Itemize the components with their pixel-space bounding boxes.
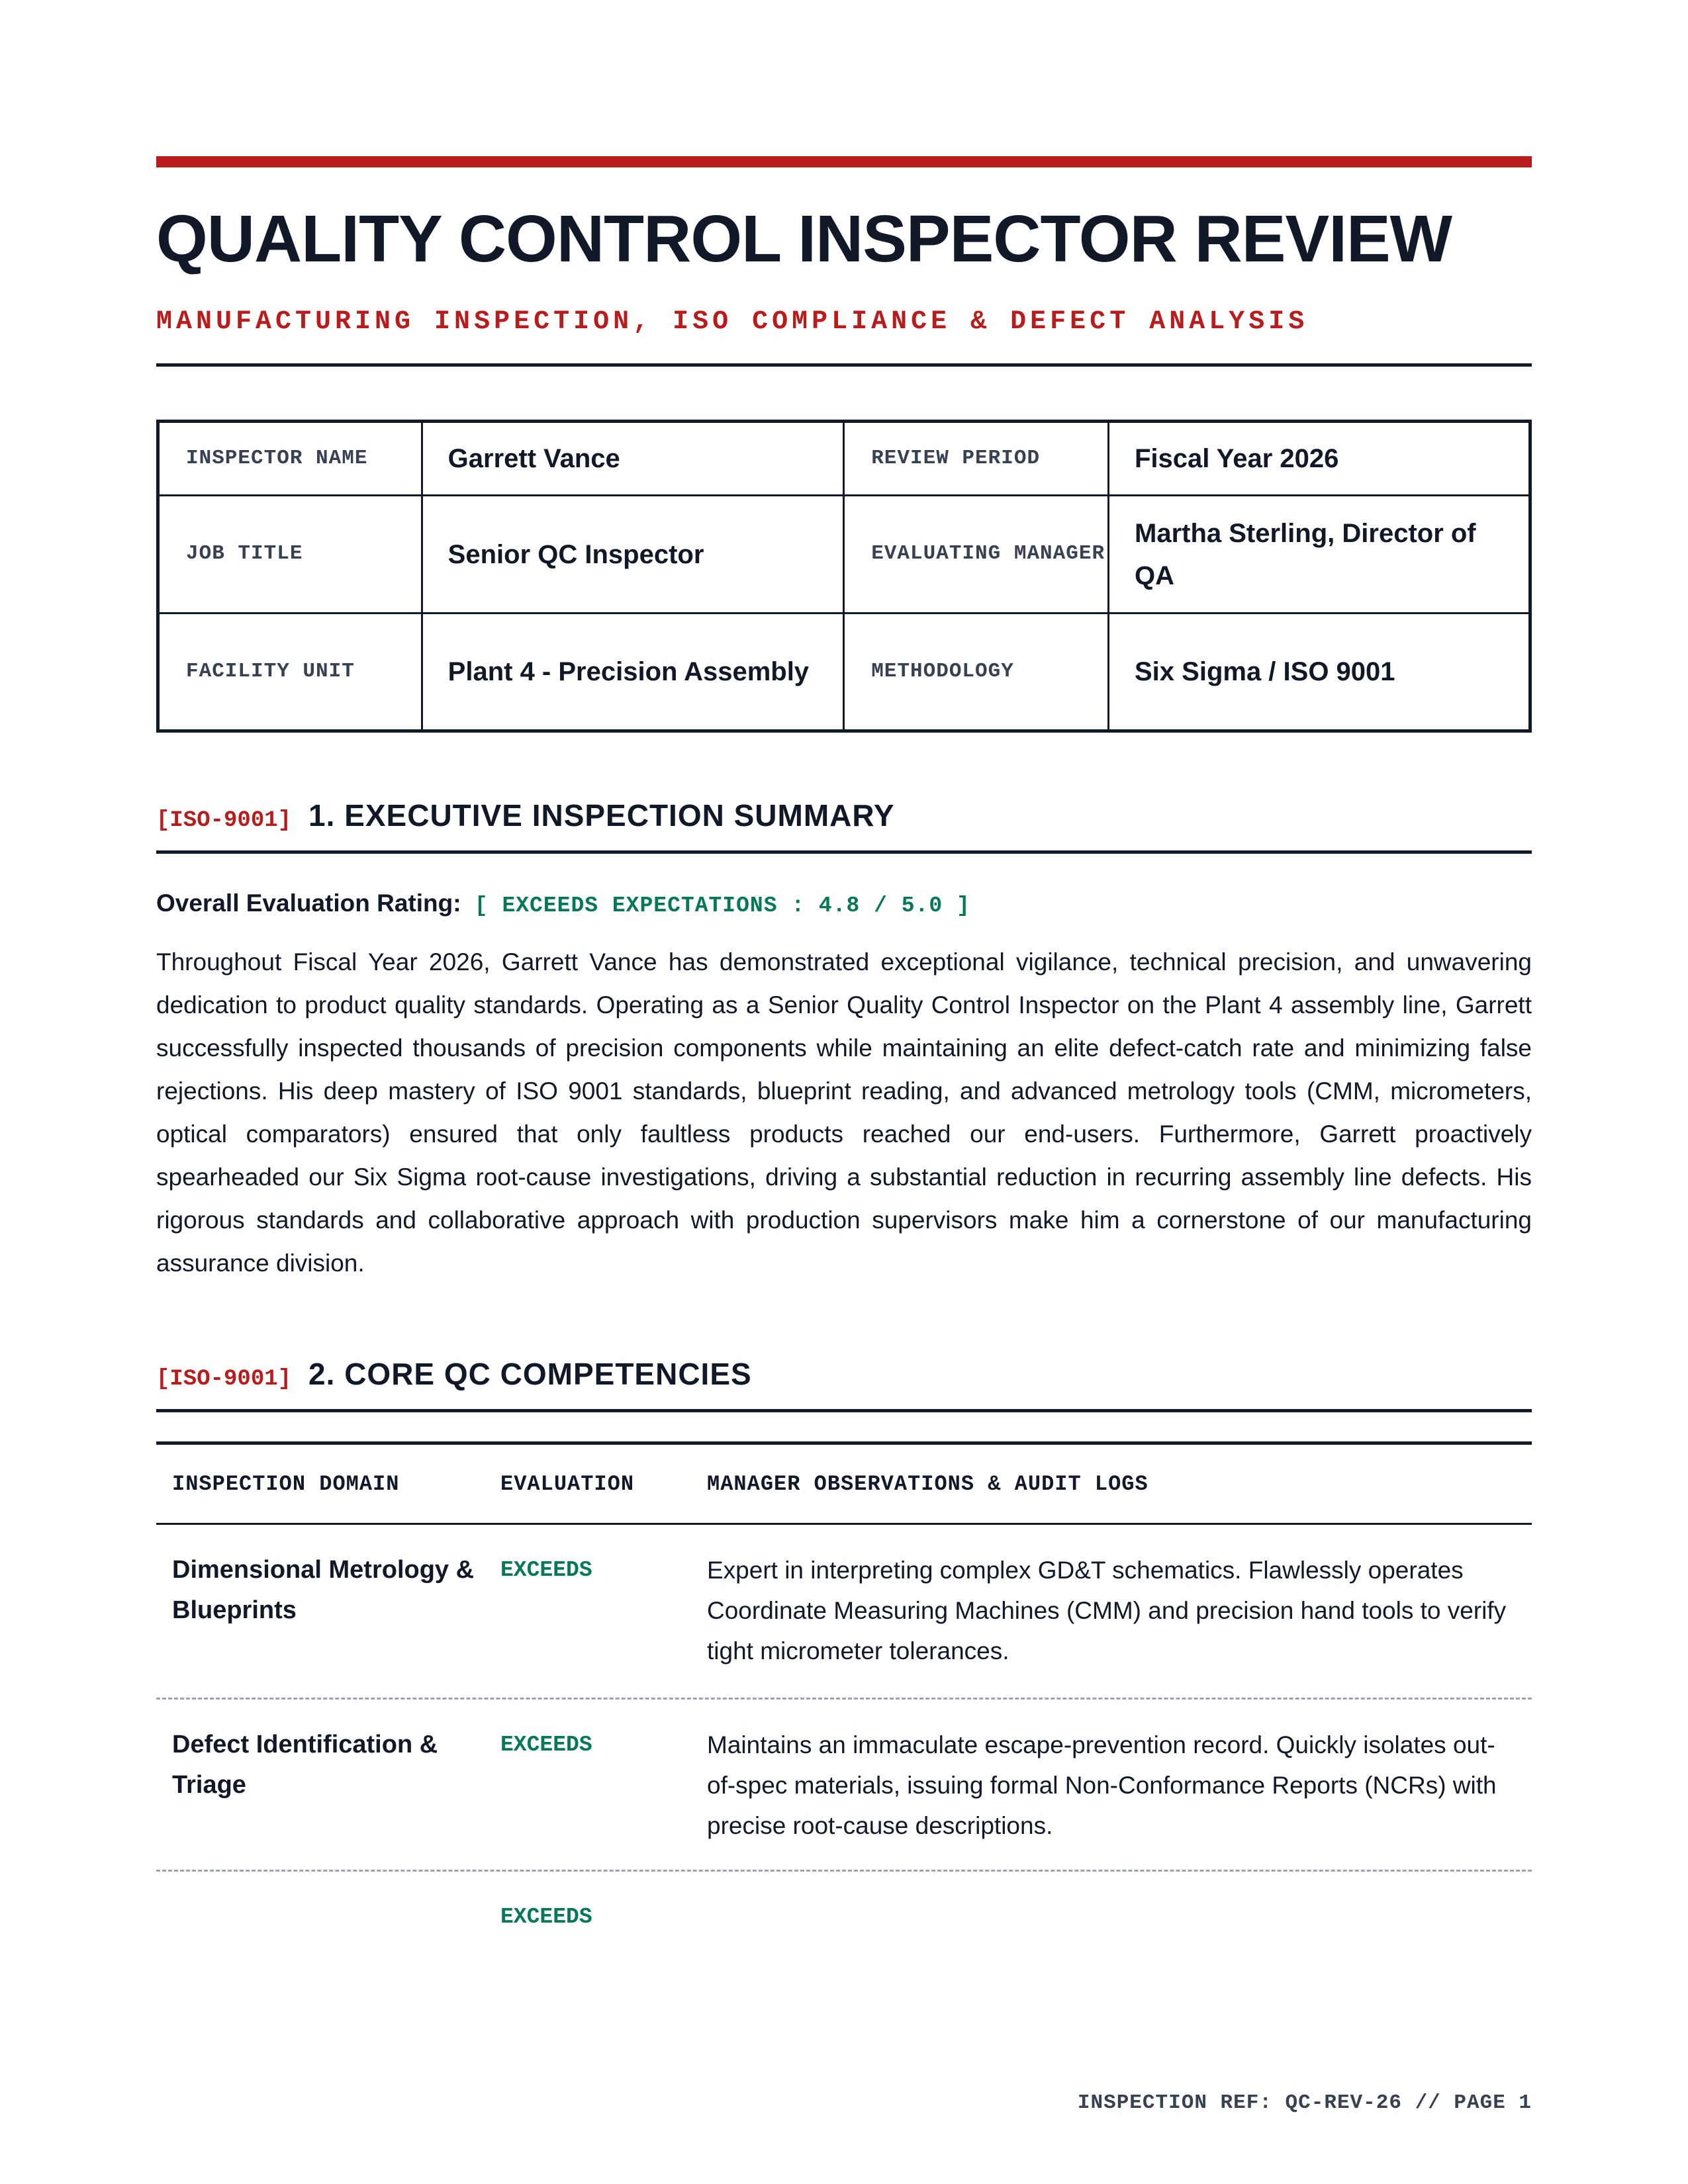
facility-unit-value: Plant 4 - Precision Assembly bbox=[422, 614, 844, 731]
evaluation-cell: EXCEEDS bbox=[500, 1558, 592, 1582]
job-title-value: Senior QC Inspector bbox=[422, 496, 844, 614]
info-row bbox=[158, 614, 1530, 731]
review-period-label: REVIEW PERIOD bbox=[844, 422, 1109, 496]
table-row bbox=[156, 1525, 1532, 1700]
rating-label: Overall Evaluation Rating: bbox=[156, 889, 461, 917]
review-page bbox=[156, 156, 1532, 1937]
inspector-info-table bbox=[156, 420, 1532, 733]
evaluation-cell: EXCEEDS bbox=[500, 1733, 592, 1757]
column-header-evaluation: EVALUATION bbox=[500, 1471, 635, 1496]
domain-cell: Defect Identification & Triage bbox=[172, 1731, 438, 1799]
methodology-value: Six Sigma / ISO 9001 bbox=[1109, 614, 1530, 731]
info-row bbox=[158, 496, 1530, 614]
table-row bbox=[156, 1872, 1532, 1937]
page-title: QUALITY CONTROL INSPECTOR REVIEW bbox=[156, 202, 1452, 276]
observations-cell: Expert in interpreting complex GD&T schematics. Flawlessly operates Coordinate Measuring Machines (CMM) and precision hand tools to verify tight micrometer tolerances. bbox=[707, 1557, 1507, 1664]
review-period-value: Fiscal Year 2026 bbox=[1109, 422, 1530, 496]
evaluating-manager-label: EVALUATING MANAGER bbox=[844, 496, 1109, 614]
overall-rating bbox=[156, 889, 1532, 918]
section-2-divider bbox=[156, 1409, 1532, 1412]
domain-cell: Dimensional Metrology & Blueprints bbox=[172, 1556, 475, 1624]
section-1-divider bbox=[156, 850, 1532, 854]
section-2-tag: [ISO-9001] bbox=[156, 1367, 292, 1392]
job-title-label: JOB TITLE bbox=[158, 496, 422, 614]
executive-summary-text: Throughout Fiscal Year 2026, Garrett Vance has demonstrated exceptional vigilance, technical precision, and unwavering dedication to product quality standards. Operating as a Senior Quality Control Inspector on the Plant 4 assembly line, Garrett successfully inspected thousands of precision components while maintaining an elite defect-catch rate and minimizing false rejections. His deep mastery of ISO 9001 standards, blueprint reading, and advanced metrology tools (CMM, micrometers, optical comparators) ensured that only faultless products reached our end-users. Furthermore, Garrett proactively spearheaded our Six Sigma root-cause investigations, driving a substantial reduction in recurring assembly line defects. His rigorous standards and collaborative approach with production supervisors make him a cornerstone of our manufacturing assurance division. bbox=[156, 948, 1532, 1277]
page-subtitle: MANUFACTURING INSPECTION, ISO COMPLIANCE & DEFECT ANALYSIS bbox=[156, 307, 1309, 337]
section-1-tag: [ISO-9001] bbox=[156, 808, 292, 833]
facility-unit-label: FACILITY UNIT bbox=[158, 614, 422, 731]
section-1-heading bbox=[156, 797, 1532, 833]
section-2-title: 2. CORE QC COMPETENCIES bbox=[308, 1357, 752, 1391]
observations-cell: Maintains an immaculate escape-prevention record. Quickly isolates out-of-spec materials, issuing formal Non-Conformance Reports (NCRs) with precise root-cause descriptions. bbox=[707, 1731, 1497, 1839]
info-row bbox=[158, 422, 1530, 496]
header-divider bbox=[156, 363, 1532, 367]
evaluation-cell: EXCEEDS bbox=[500, 1905, 592, 1929]
page-footer: INSPECTION REF: QC-REV-26 // PAGE 1 bbox=[1077, 2091, 1532, 2115]
competency-table-header bbox=[156, 1445, 1532, 1525]
methodology-label: METHODOLOGY bbox=[844, 614, 1109, 731]
evaluating-manager-value: Martha Sterling, Director of QA bbox=[1109, 496, 1530, 614]
column-header-domain: INSPECTION DOMAIN bbox=[172, 1471, 400, 1496]
inspector-name-value: Garrett Vance bbox=[422, 422, 844, 496]
section-1-title: 1. EXECUTIVE INSPECTION SUMMARY bbox=[308, 798, 895, 833]
rating-value: [ EXCEEDS EXPECTATIONS : 4.8 / 5.0 ] bbox=[474, 893, 970, 918]
section-2-heading bbox=[156, 1356, 1532, 1392]
column-header-observations: MANAGER OBSERVATIONS & AUDIT LOGS bbox=[707, 1471, 1149, 1496]
inspector-name-label: INSPECTOR NAME bbox=[158, 422, 422, 496]
top-accent-bar bbox=[156, 156, 1532, 167]
table-row bbox=[156, 1700, 1532, 1872]
